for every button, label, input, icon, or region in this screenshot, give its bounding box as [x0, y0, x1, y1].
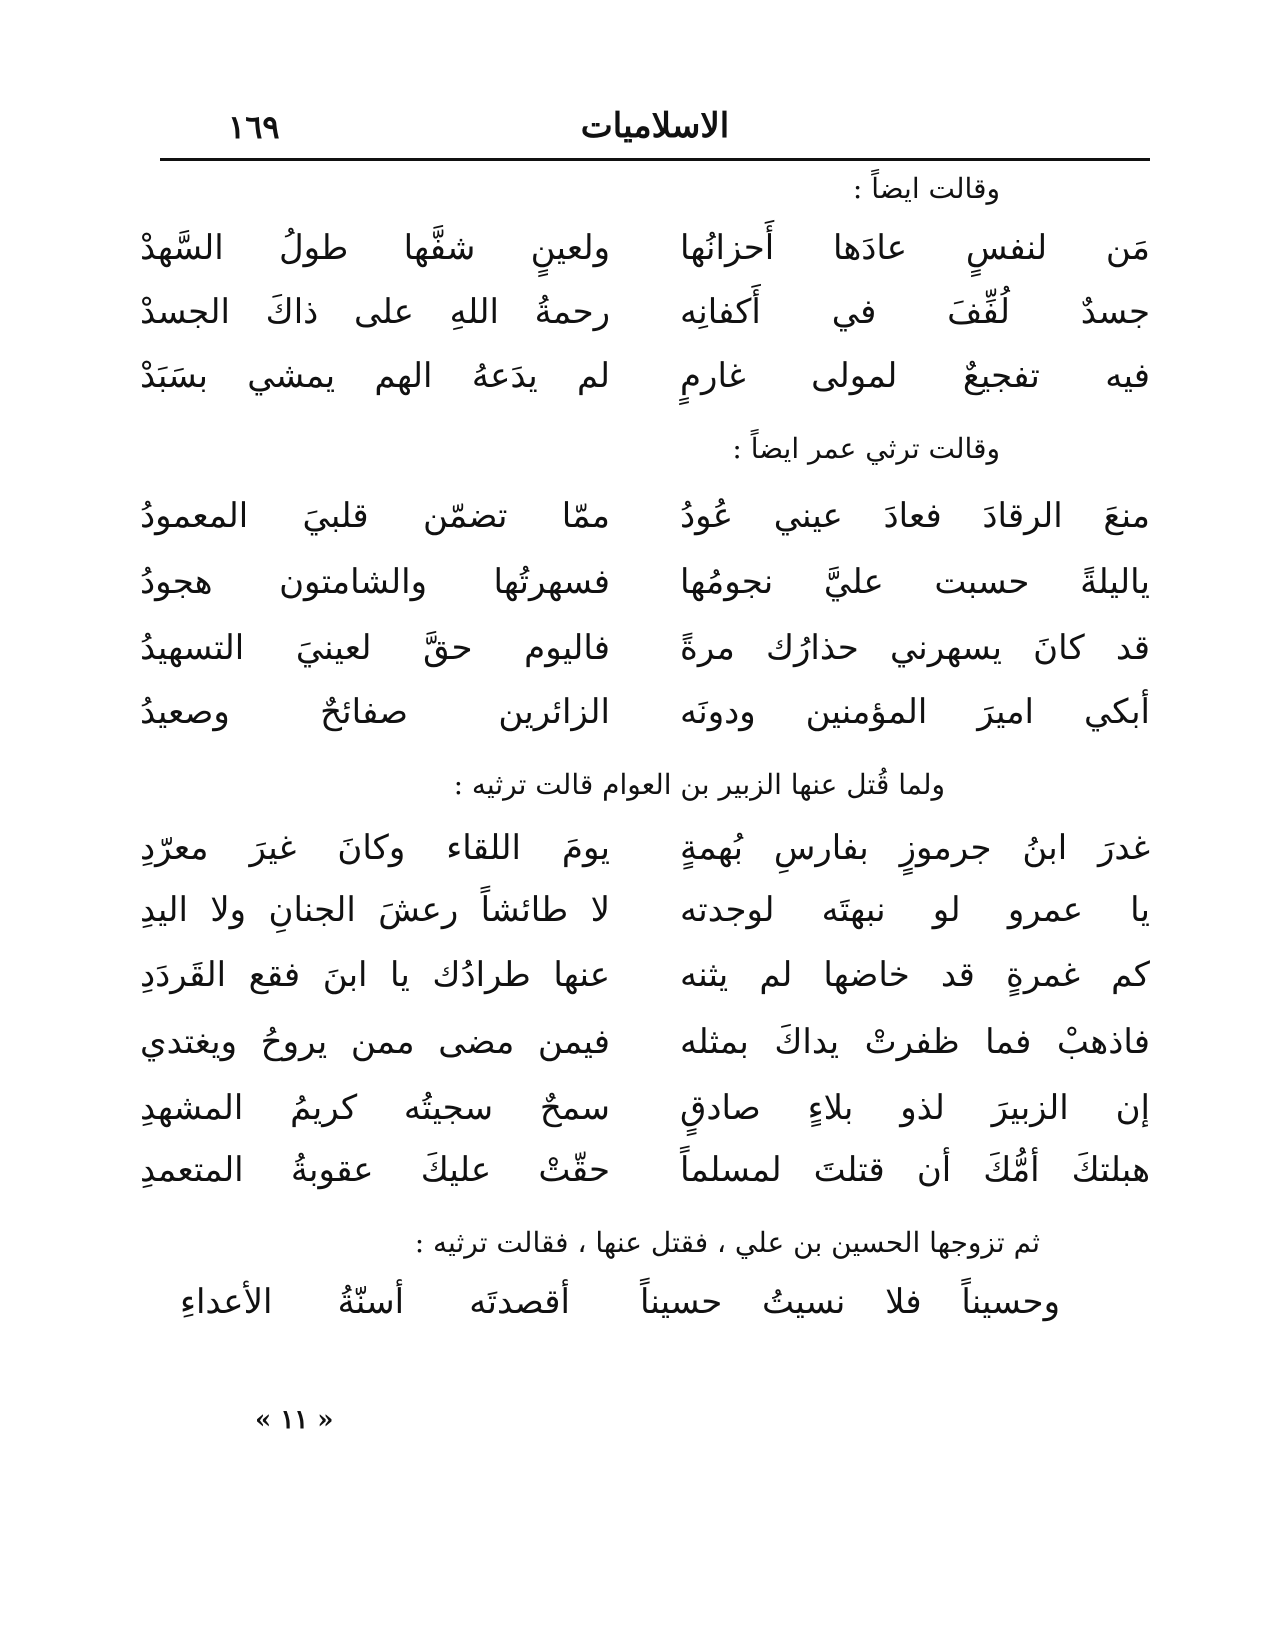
verse-first-hemistich: فيه تفجيعٌ لمولى غارمٍ [680, 356, 1150, 396]
verse-second-hemistich: لم يدَعهُ الهم يمشي بسَبَدْ [140, 356, 610, 396]
header-rule [160, 158, 1150, 161]
verse-second-hemistich: فيمن مضى ممن يروحُ ويغتدي [140, 1022, 610, 1062]
verse-line [140, 828, 1150, 884]
verse-first-hemistich: أبكي اميرَ المؤمنين ودونَه [680, 692, 1150, 732]
verse-line [140, 628, 1150, 684]
verse-line [140, 292, 1150, 348]
verse-line [140, 496, 1150, 552]
verse-line [140, 1022, 1150, 1078]
verse-first-hemistich: مَن لنفسٍ عادَها أَحزانُها [680, 228, 1150, 268]
page-number: ١٦٩ [228, 108, 280, 146]
verse-first-hemistich: هبلتكَ أمُّكَ أن قتلتَ لمسلماً [680, 1150, 1150, 1190]
page-title: الاسلاميات [580, 106, 730, 146]
verse-first-hemistich: إن الزبيرَ لذو بلاءٍ صادقٍ [680, 1088, 1150, 1128]
verse-first-hemistich: غدرَ ابنُ جرموزٍ بفارسِ بُهمةٍ [680, 828, 1150, 868]
verse-second-hemistich: فسهرتُها والشامتون هجودُ [140, 562, 610, 602]
verse-first-hemistich: ياليلةً حسبت عليَّ نجومُها [680, 562, 1150, 602]
section-intro: وقالت ترثي عمر ايضاً : [732, 432, 1000, 465]
verse-first-hemistich: يا عمرو لو نبهتَه لوجدته [680, 890, 1150, 930]
verse-first-hemistich: وحسيناً فلا نسيتُ حسيناً [640, 1282, 1060, 1322]
verse-first-hemistich: فاذهبْ فما ظفرتْ يداكَ بمثله [680, 1022, 1150, 1062]
verse-line [140, 692, 1150, 748]
section-intro: وقالت ايضاً : [852, 172, 1000, 205]
verse-line [140, 228, 1150, 284]
verse-first-hemistich: منعَ الرقادَ فعادَ عيني عُودُ [680, 496, 1150, 536]
verse-line [140, 562, 1150, 618]
verse-second-hemistich: فاليوم حقَّ لعينيَ التسهيدُ [140, 628, 610, 668]
section-intro: ثم تزوجها الحسين بن علي ، فقتل عنها ، فقالت ترثيه : [414, 1226, 1040, 1259]
section-intro: ولما قُتل عنها الزبير بن العوام قالت ترثيه : [453, 768, 945, 801]
verse-first-hemistich: قد كانَ يسهرني حذارُك مرةً [680, 628, 1150, 668]
verse-line [140, 1088, 1150, 1144]
verse-first-hemistich: جسدٌ لُفِّفَ في أَكفانِه [680, 292, 1150, 332]
verse-line [140, 1150, 1150, 1206]
verse-second-hemistich: سمحٌ سجيتُه كريمُ المشهدِ [140, 1088, 610, 1128]
verse-second-hemistich: ممّا تضمّن قلبيَ المعمودُ [140, 496, 610, 536]
verse-line [140, 955, 1150, 1011]
verse-second-hemistich: يومَ اللقاء وكانَ غيرَ معرّدِ [140, 828, 610, 868]
verse-line [140, 890, 1150, 946]
verse-second-hemistich: ولعينٍ شفَّها طولُ السَّهدْ [140, 228, 610, 268]
verse-second-hemistich: حقّتْ عليكَ عقوبةُ المتعمدِ [140, 1150, 610, 1190]
verse-line [140, 1282, 1150, 1338]
verse-line [140, 356, 1150, 412]
signature-mark: « ١١ » [255, 1405, 334, 1435]
verse-second-hemistich: أقصدتَه أسنّةُ الأعداءِ [180, 1282, 570, 1322]
verse-second-hemistich: لا طائشاً رعشَ الجنانِ ولا اليدِ [140, 890, 610, 930]
verse-second-hemistich: رحمةُ اللهِ على ذاكَ الجسدْ [140, 292, 610, 332]
verse-first-hemistich: كم غمرةٍ قد خاضها لم يثنه [680, 955, 1150, 995]
verse-second-hemistich: عنها طرادُك يا ابنَ فقع القَردَدِ [140, 955, 610, 995]
verse-second-hemistich: الزائرين صفائحٌ وصعيدُ [140, 692, 610, 732]
running-header [160, 100, 1150, 160]
